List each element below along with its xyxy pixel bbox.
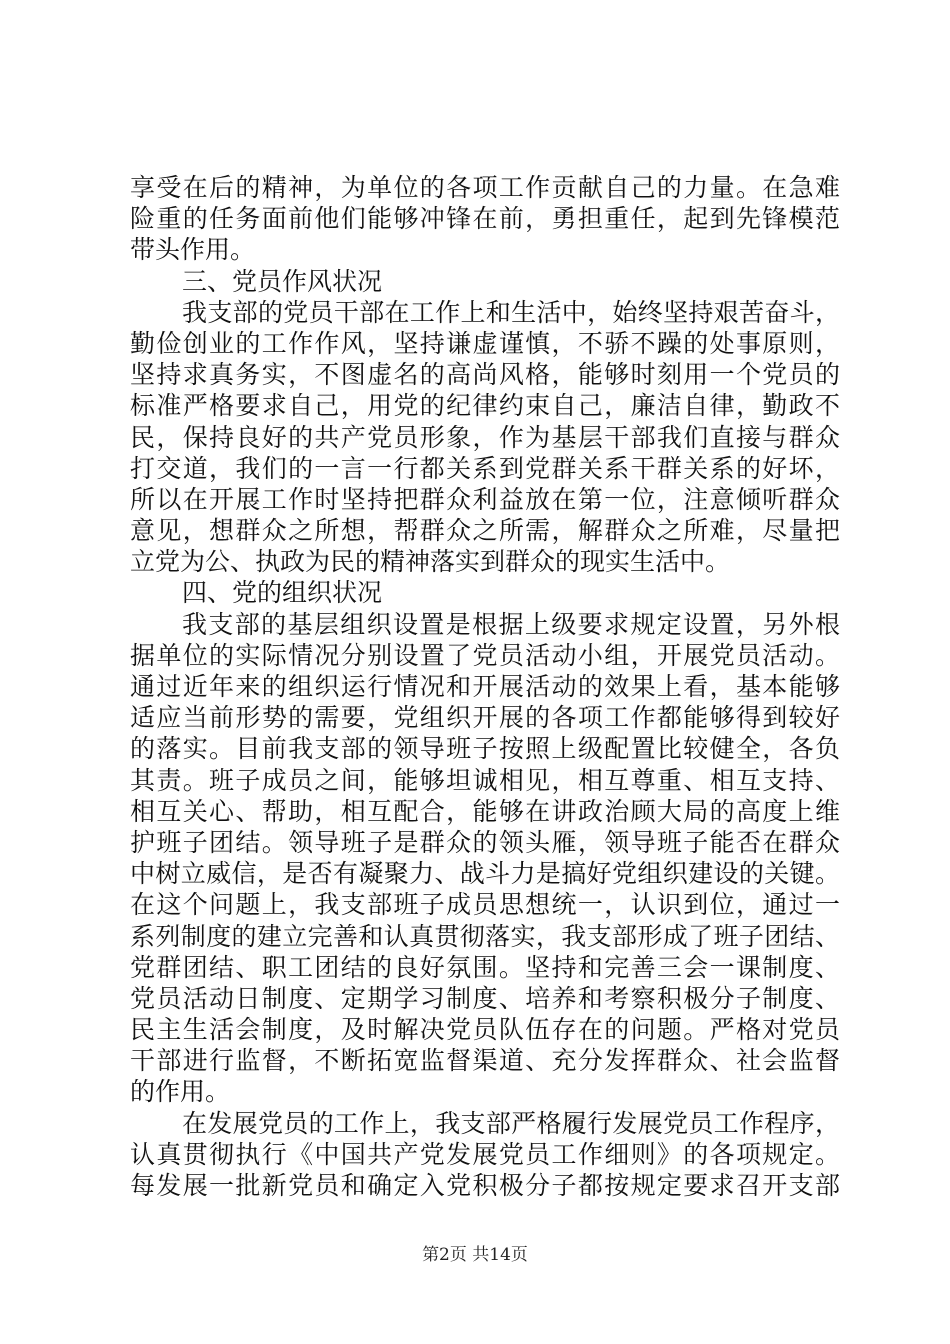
text-line: 带头作用。: [130, 235, 256, 265]
text-line: 意见，想群众之所想，帮群众之所需，解群众之所难，尽量把: [130, 516, 840, 546]
text-line: 系列制度的建立完善和认真贯彻落实，我支部形成了班子团结、: [130, 921, 840, 951]
text-line: 标准严格要求自己，用党的纪律约束自己，廉洁自律，勤政不: [130, 391, 840, 421]
text-line: 享受在后的精神，为单位的各项工作贡献自己的力量。在急难: [130, 173, 840, 202]
text-line: 所以在开展工作时坚持把群众利益放在第一位，注意倾听群众: [130, 484, 840, 514]
text-line: 民主生活会制度，及时解决党员队伍存在的问题。严格对党员: [130, 1015, 840, 1045]
text-line: 相互关心、帮助，相互配合，能够在讲政治顾大局的高度上维: [130, 796, 840, 826]
text-line: 立党为公、执政为民的精神落实到群众的现实生活中。: [130, 547, 731, 577]
text-line: 其责。班子成员之间，能够坦诚相见，相互尊重、相互支持、: [130, 765, 840, 795]
page-number-footer: 第2页 共14页: [422, 1245, 528, 1265]
text-line: 中树立威信，是否有凝聚力、战斗力是搞好党组织建设的关键。: [130, 859, 840, 889]
section-heading: 四、党的组织状况: [182, 578, 383, 608]
text-line: 我支部的党员干部在工作上和生活中，始终坚持艰苦奋斗，: [182, 297, 840, 327]
text-line: 险重的任务面前他们能够冲锋在前，勇担重任，起到先锋模范: [130, 204, 840, 234]
text-line: 据单位的实际情况分别设置了党员活动小组，开展党员活动。: [130, 640, 840, 670]
text-line: 党群团结、职工团结的良好氛围。坚持和完善三会一课制度、: [130, 952, 840, 982]
text-line: 的作用。: [130, 1077, 231, 1107]
document-body: [130, 172, 840, 1201]
text-line: 民，保持良好的共产党员形象，作为基层干部我们直接与群众: [130, 422, 840, 452]
text-line: 的落实。目前我支部的领导班子按照上级配置比较健全，各负: [130, 734, 840, 764]
text-line: 打交道，我们的一言一行都关系到党群关系干群关系的好坏，: [130, 453, 840, 483]
text-line: 通过近年来的组织运行情况和开展活动的效果上看，基本能够: [130, 672, 840, 701]
text-line: 适应当前形势的需要，党组织开展的各项工作都能够得到较好: [130, 703, 840, 733]
text-line: 干部进行监督，不断拓宽监督渠道、充分发挥群众、社会监督: [130, 1046, 840, 1076]
text-line: 在这个问题上，我支部班子成员思想统一，认识到位，通过一: [130, 890, 840, 920]
text-line: 每发展一批新党员和确定入党积极分子都按规定要求召开支部: [130, 1171, 840, 1200]
text-line: 坚持求真务实，不图虚名的高尚风格，能够时刻用一个党员的: [130, 360, 840, 390]
text-line: 护班子团结。领导班子是群众的领头雁，领导班子能否在群众: [130, 827, 840, 857]
text-line: 认真贯彻执行《中国共产党发展党员工作细则》的各项规定。: [130, 1139, 840, 1169]
text-line: 党员活动日制度、定期学习制度、培养和考察积极分子制度、: [130, 983, 840, 1013]
section-heading: 三、党员作风状况: [182, 266, 383, 296]
text-line: 勤俭创业的工作作风，坚持谦虚谨慎，不骄不躁的处事原则，: [130, 328, 840, 358]
text-line: 我支部的基层组织设置是根据上级要求规定设置，另外根: [182, 609, 840, 639]
text-line: 在发展党员的工作上，我支部严格履行发展党员工作程序，: [182, 1108, 840, 1138]
